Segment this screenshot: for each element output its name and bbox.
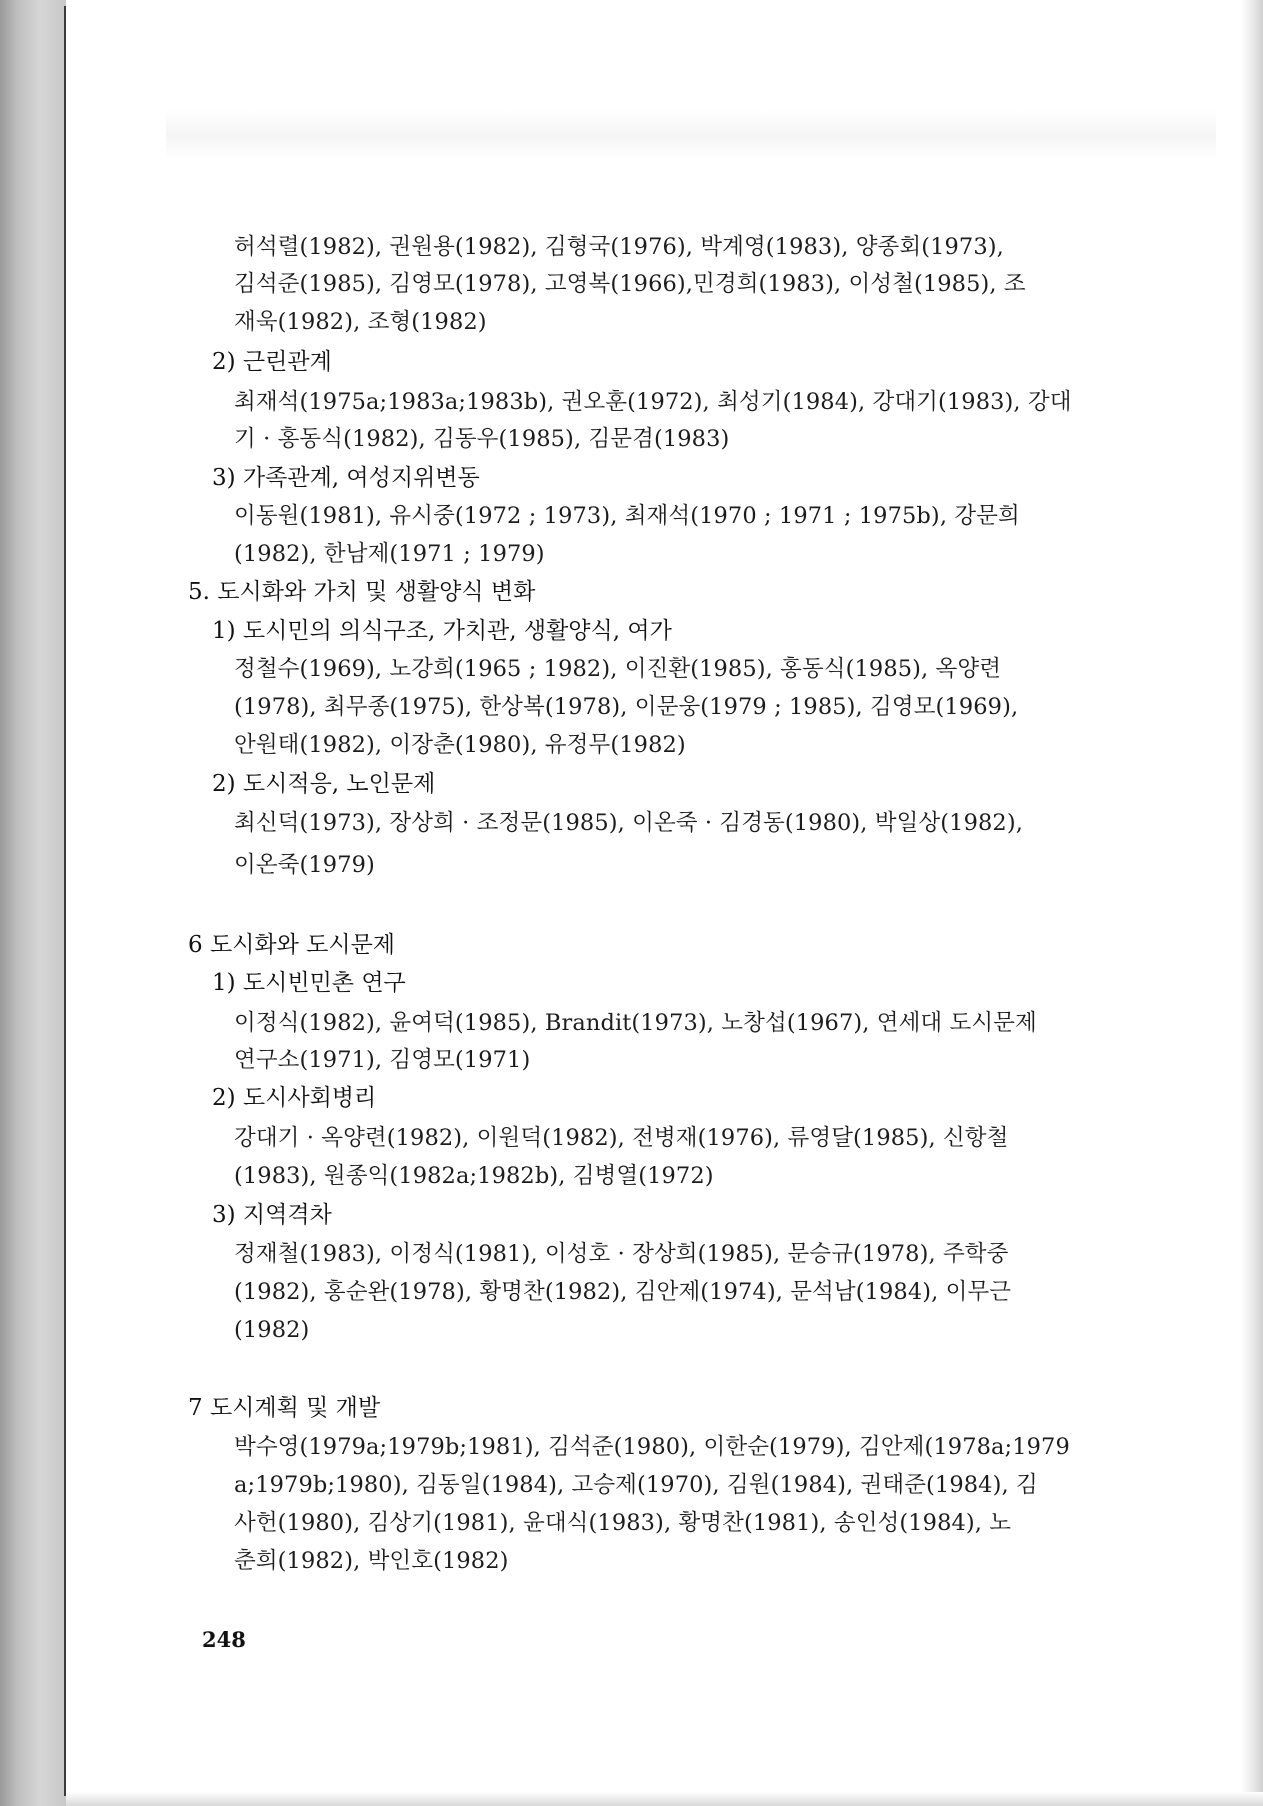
subsection-heading: 1) 도시민의 의식구조, 가치관, 생활양식, 여가 <box>212 618 672 644</box>
reference-line: (1982), 한남제(1971 ; 1979) <box>234 541 545 567</box>
reference-line: 정재철(1983), 이정식(1981), 이성호 · 장상희(1985), 문승규(1978), 주학중 <box>234 1241 1009 1267</box>
subsection-heading: 3) 지역격차 <box>212 1202 332 1228</box>
section-heading: 5. 도시화와 가치 및 생활양식 변화 <box>188 579 536 605</box>
reference-line: 연구소(1971), 김영모(1971) <box>234 1047 531 1073</box>
reference-line: 최재석(1975a;1983a;1983b), 권오훈(1972), 최성기(1984), 강대기(1983), 강대 <box>234 389 1072 415</box>
page-number: 248 <box>202 1627 246 1652</box>
subsection-heading: 2) 근린관계 <box>212 349 332 375</box>
reference-line: 허석렬(1982), 권원용(1982), 김형국(1976), 박계영(1983), 양종회(1973), <box>234 234 1004 260</box>
reference-line: (1983), 원종익(1982a;1982b), 김병열(1972) <box>234 1163 714 1189</box>
page-bottom-shadow <box>66 1792 1263 1806</box>
reference-line: 박수영(1979a;1979b;1981), 김석준(1980), 이한순(1979), 김안제(1978a;1979 <box>234 1434 1070 1460</box>
reference-line: (1982), 홍순완(1978), 황명찬(1982), 김안제(1974), 문석남(1984), 이무근 <box>234 1279 1012 1305</box>
subsection-heading: 3) 가족관계, 여성지위변동 <box>212 465 480 491</box>
subsection-heading: 2) 도시적응, 노인문제 <box>212 771 436 797</box>
reference-line: 강대기 · 옥양련(1982), 이원덕(1982), 전병재(1976), 류영달(1985), 신항철 <box>234 1125 1009 1151</box>
section-heading: 7 도시계획 및 개발 <box>188 1395 381 1421</box>
page-shading <box>166 110 1216 160</box>
reference-line: 김석준(1985), 김영모(1978), 고영복(1966),민경희(1983), 이성철(1985), 조 <box>234 271 1026 297</box>
book-spine-edge <box>0 0 66 1806</box>
reference-line: 이온죽(1979) <box>234 852 375 878</box>
reference-line: 이동원(1981), 유시중(1972 ; 1973), 최재석(1970 ; 1971 ; 1975b), 강문희 <box>234 503 1020 529</box>
reference-line: 사헌(1980), 김상기(1981), 윤대식(1983), 황명찬(1981), 송인성(1984), 노 <box>234 1510 1012 1536</box>
reference-line: 최신덕(1973), 장상희 · 조정문(1985), 이온죽 · 김경동(1980), 박일상(1982), <box>234 810 1023 836</box>
subsection-heading: 2) 도시사회병리 <box>212 1085 377 1111</box>
reference-line: 이정식(1982), 윤여덕(1985), Brandit(1973), 노창섭(1967), 연세대 도시문제 <box>234 1010 1037 1036</box>
page-right-shadow <box>1241 0 1263 1806</box>
section-heading: 6 도시화와 도시문제 <box>188 932 395 958</box>
reference-line: 기 · 홍동식(1982), 김동우(1985), 김문겸(1983) <box>234 426 730 452</box>
reference-line: a;1979b;1980), 김동일(1984), 고승제(1970), 김원(1984), 권태준(1984), 김 <box>234 1472 1038 1498</box>
reference-line: 안원태(1982), 이장춘(1980), 유정무(1982) <box>234 732 686 758</box>
subsection-heading: 1) 도시빈민촌 연구 <box>212 970 406 996</box>
reference-line: (1982) <box>234 1317 310 1343</box>
reference-line: 재욱(1982), 조형(1982) <box>234 309 487 335</box>
reference-line: 정철수(1969), 노강희(1965 ; 1982), 이진환(1985), 홍동식(1985), 옥양련 <box>234 656 1002 682</box>
reference-line: 춘희(1982), 박인호(1982) <box>234 1548 509 1574</box>
reference-line: (1978), 최무종(1975), 한상복(1978), 이문웅(1979 ; 1985), 김영모(1969), <box>234 694 1019 720</box>
